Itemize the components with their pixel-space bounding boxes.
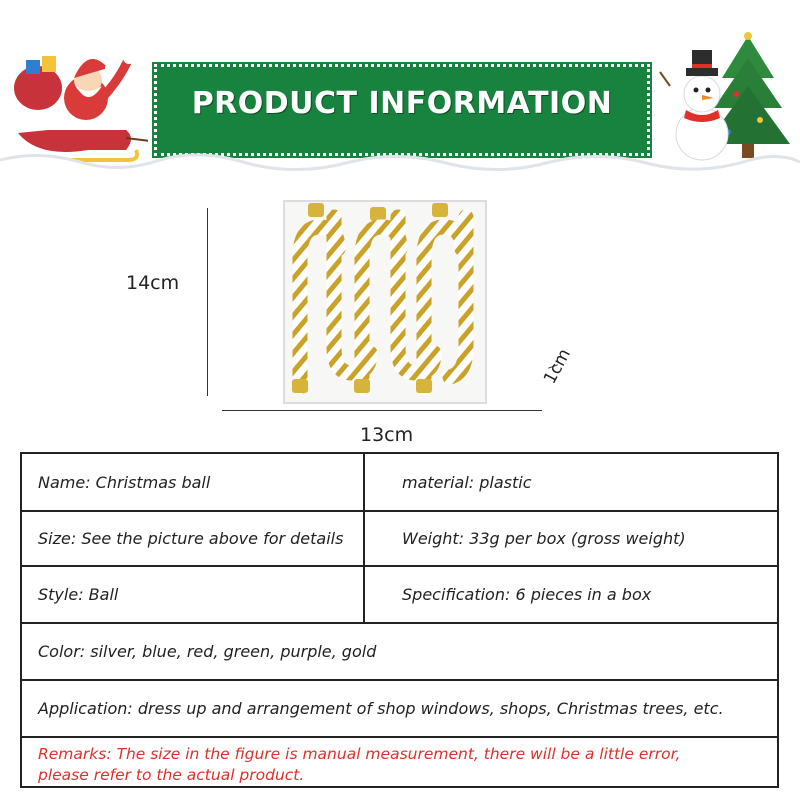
depth-label: 1cm: [540, 345, 575, 388]
column-divider: [363, 512, 365, 565]
remarks-line-1: Remarks: The size in the figure is manual measurement, there will be a little error,: [38, 745, 681, 763]
width-label: 13cm: [360, 424, 414, 446]
table-row: [22, 454, 777, 512]
table-row: [22, 681, 777, 738]
application-cell: Application: dress up and arrangement of shop windows, shops, Christmas trees, etc.: [38, 699, 724, 718]
color-cell: Color: silver, blue, red, green, purple, gold: [38, 642, 377, 661]
table-row: [22, 567, 777, 624]
candy-cane-ornaments-box: [280, 197, 490, 407]
width-dimension-line: [222, 410, 542, 411]
banner-title: PRODUCT INFORMATION: [191, 86, 613, 121]
size-cell: Size: See the picture above for details: [38, 529, 344, 548]
style-cell: Style: Ball: [38, 585, 119, 604]
material-cell: material: plastic: [402, 472, 532, 492]
column-divider: [363, 567, 365, 622]
weight-cell: Weight: 33g per box (gross weight): [402, 529, 686, 548]
snowman-christmas-tree-icon: [656, 28, 796, 168]
table-row: [22, 512, 777, 567]
height-label: 14cm: [126, 272, 180, 294]
product-info-table: [20, 452, 779, 788]
table-row: [22, 624, 777, 681]
banner: [148, 58, 656, 162]
height-dimension-line: [207, 208, 208, 396]
snow-ridge: [0, 150, 800, 200]
remarks-text: [38, 744, 768, 786]
remarks-line-2: please refer to the actual product.: [38, 766, 305, 784]
header-banner-area: [0, 0, 800, 200]
name-cell: Name: Christmas ball: [38, 472, 211, 492]
specification-cell: Specification: 6 pieces in a box: [402, 585, 652, 604]
column-divider: [363, 454, 365, 510]
